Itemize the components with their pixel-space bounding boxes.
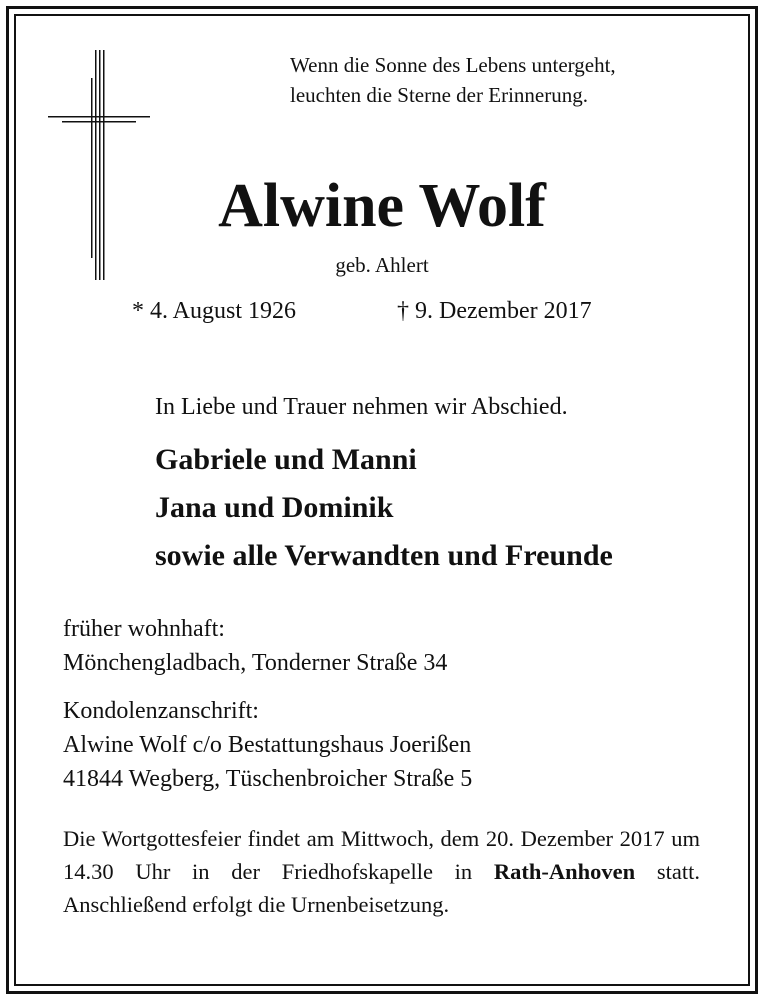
condolence-label: Kondolenzanschrift: xyxy=(63,698,259,724)
residence-label: früher wohnhaft: xyxy=(63,616,225,642)
mourners-list xyxy=(155,436,735,580)
condolence-line: Alwine Wolf c/o Bestattungshaus Joerißen xyxy=(63,732,472,758)
cross-icon xyxy=(48,50,150,280)
condolence-block xyxy=(63,694,723,796)
ceremony-place: Rath-Anhoven xyxy=(493,859,636,884)
motto-line: Wenn die Sonne des Lebens untergeht, xyxy=(290,53,616,77)
death-date: † 9. Dezember 2017 xyxy=(397,298,592,324)
mourner-line: Jana und Dominik xyxy=(155,491,394,524)
farewell-text: In Liebe und Trauer nehmen wir Abschied. xyxy=(155,394,568,420)
ceremony-notice xyxy=(63,822,700,921)
motto-line: leuchten die Sterne der Erinnerung. xyxy=(290,83,588,107)
birth-date: * 4. August 1926 xyxy=(132,298,297,324)
ceremony-text-before: Die Wortgottesfeier findet am Mittwoch, dem 20. Dezember 2017 um 14.30 Uhr in der Friedhofskapelle in xyxy=(63,826,700,884)
maiden-name: geb. Ahlert xyxy=(335,253,429,277)
residence-block xyxy=(63,612,723,680)
mourner-line: Gabriele und Manni xyxy=(155,443,417,476)
condolence-line: 41844 Wegberg, Tüschenbroicher Straße 5 xyxy=(63,766,473,792)
deceased-name: Alwine Wolf xyxy=(218,172,546,240)
ceremony-text-after: statt. Anschließend erfolgt die Urnenbeisetzung. xyxy=(63,859,700,917)
mourner-line: sowie alle Verwandten und Freunde xyxy=(155,539,613,572)
motto-verse xyxy=(290,50,710,110)
residence-address: Mönchengladbach, Tonderner Straße 34 xyxy=(63,650,448,676)
